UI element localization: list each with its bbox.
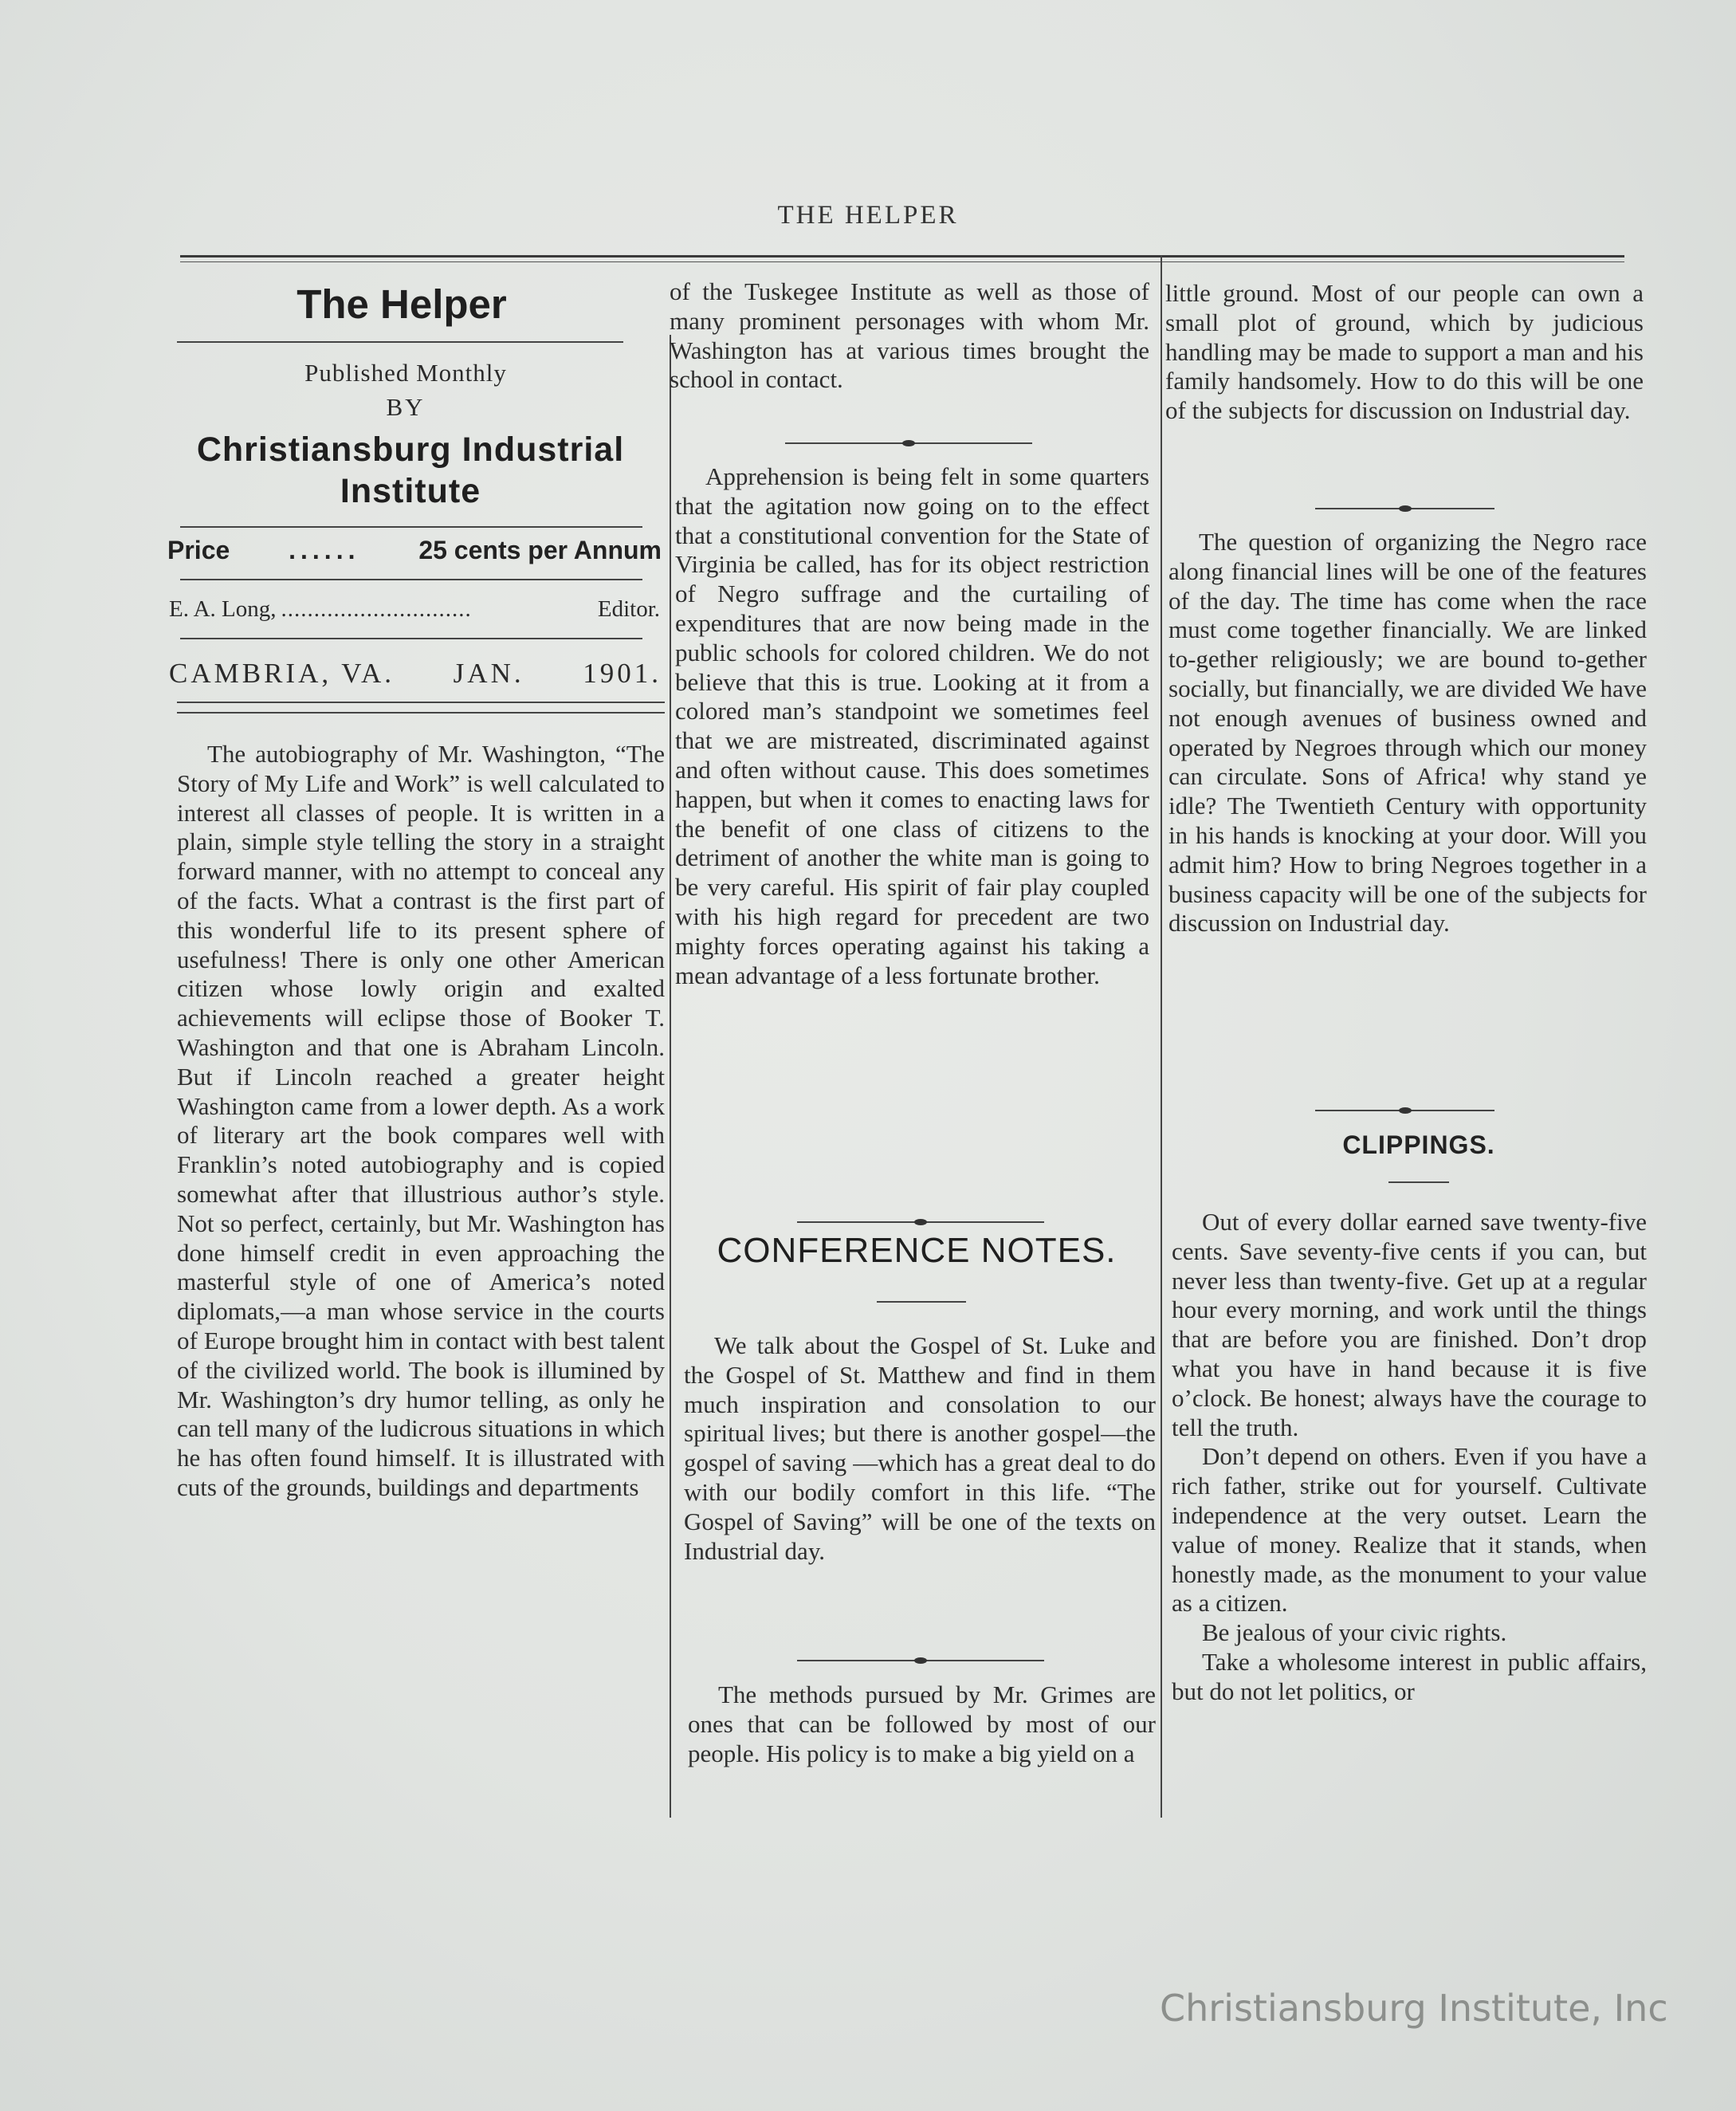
price-value: 25 cents per Annum [418,536,662,564]
financial-question-paragraph: The question of organizing the Negro race along financial lines will be one of the features of the day. The time has come when the race must come together financially. We are linked to-gether religiously; we are bound to-gether socially, but financially, we are divided We have not enough avenues of business owned and operated by Negroes through which our money can circulate. Sons of Africa! why stand ye idle? The Twentieth Century with opportunity in his hands is knocking at your door. Will you admit him? How to bring Negroes together in a business capacity will be one of the subjects for discussion on Industrial day. [1168,528,1647,938]
column-2-continuation [670,277,1149,395]
column-3-question [1168,528,1647,938]
dateline-year: 1901. [583,658,662,689]
institution-line-1: Christiansburg Industrial [196,430,625,469]
price-dots: ...... [289,536,360,564]
gospel-paragraph: We talk about the Gospel of St. Luke and the Gospel of St. Matthew and find in them much inspiration and consolation to our spiritual lives; but there is another gospel—the gospel of saving —which has a great deal to do with our bodily comfort in this life. “The Gospel of Saving” will be one of the texts on Industrial day. [684,1331,1156,1565]
masthead-rule [180,638,642,639]
column-2-apprehension [675,462,1149,990]
editor-name: E. A. Long, [169,596,277,622]
clipping-1: Out of every dollar earned save twenty-five cents. Save seventy-five cents if you can, but never less than twenty-five. Get up at a regular hour every morning, and work until the things that are before you are finished. Don’t drop what you have in hand because it is five o’clock. Be honest; always have the courage to tell the truth. [1172,1208,1647,1441]
masthead-rule [177,702,665,703]
masthead-title: The Helper [297,281,507,327]
masthead-rule [180,579,642,580]
column-3-clippings [1172,1208,1647,1707]
ornament-rule [797,1660,1044,1661]
price-label: Price [167,536,230,564]
column-1-article [177,740,665,1503]
column-divider-left [670,335,671,1818]
ornament-rule [797,1221,1044,1223]
price-line [167,536,662,565]
clipping-2: Don’t depend on others. Even if you have a rich father, strike out for yourself. Cultivate independence at the very outset. Learn the value of money. Realize that it stands, when honestly made, as the monument to your value as a citizen. [1172,1442,1647,1618]
heading-underline [1388,1181,1449,1183]
masthead-rule [180,526,642,528]
top-rule-thin [180,261,1624,262]
column-2-methods [688,1681,1156,1768]
dateline-month: JAN. [453,658,524,689]
clipping-4: Take a wholesome interest in public affairs, but do not let politics, or [1172,1647,1647,1705]
masthead-by: BY [386,393,426,421]
column-2-gospel [684,1331,1156,1566]
column-divider-right [1161,255,1162,1818]
editor-dots: ............................. [281,596,472,622]
ornament-rule [1315,1110,1494,1111]
masthead-rule [177,341,623,343]
autobiography-paragraph: The autobiography of Mr. Washington, “The Story of My Life and Work” is well calculated to interest all classes of people. It is written in a plain, simple style telling the story in a straight forward manner, with no attempt to conceal any of the facts. What a contrast is the first part of this wonderful life to its present sphere of usefulness! There is only one other American citizen whose lowly origin and exalted achievements will eclipse those of Booker T. Washington and that one is Abraham Lincoln. But if Lincoln reached a greater height Washington came from a lower depth. As a work of literary art the book compares well with Franklin’s noted autobiography and is copied somewhat after that illustrious author’s style. Not so perfect, certainly, but Mr. Washington has done himself credit in even approaching the masterful style of one of America’s noted diplomats,—a man whose service in the courts of Europe brought him in contact with best talent of the civilized world. The book is illumined by Mr. Washington’s dry humor telling, as only he can tell many of the ludicrous situations in which he has often found himself. It is illustrated with cuts of the grounds, buildings and departments [177,740,665,1501]
ornament-rule [785,442,1032,444]
dateline-place: CAMBRIA, VA. [169,658,395,689]
ornament-rule [1315,508,1494,509]
conference-notes-heading: CONFERENCE NOTES. [717,1231,1117,1270]
ground-continuation: little ground. Most of our people can own a small plot of ground, which by judicious handling may be made to support a man and his family handsomely. How to do this will be one of the subjects for discussion on Industrial day. [1165,279,1644,425]
top-rule [180,255,1624,257]
tuskegee-continuation: of the Tuskegee Institute as well as those of many prominent personages with whom Mr. Washington has at various times brought the school in contact. [670,277,1149,394]
methods-paragraph: The methods pursued by Mr. Grimes are ones that can be followed by most of our people. His policy is to make a big yield on a [688,1681,1156,1767]
editor-title: Editor. [597,596,660,622]
watermark: Christiansburg Institute, Inc [1160,1987,1668,2030]
running-head: THE HELPER [777,201,959,230]
heading-underline [877,1301,966,1303]
clippings-heading: CLIPPINGS. [1342,1130,1495,1159]
editor-line [169,596,660,623]
masthead-published: Published Monthly [304,359,507,387]
clipping-3: Be jealous of your civic rights. [1202,1618,1507,1647]
apprehension-paragraph: Apprehension is being felt in some quarters that the agitation now going on to the effect that a constitutional convention for the State of Virginia be called, has for its object restriction of Negro suffrage and the curtailing of expenditures that are now being made in the public schools for colored children. We do not believe that this is true. Looking at it from a colored man’s standpoint we sometimes feel that we are mistreated, discriminated against and often without cause. This does sometimes happen, but when it comes to enacting laws for the benefit of one class of citizens to the detriment of another the white man is going to be very careful. His spirit of fair play coupled with his high regard for precedent are two mighty forces operating against his taking a mean advantage of a less fortunate brother. [675,462,1149,989]
masthead-rule [177,712,665,713]
column-3-continuation [1165,279,1644,426]
dateline [169,658,662,690]
institution-line-2: Institute [340,472,481,510]
masthead-institution [159,429,662,512]
